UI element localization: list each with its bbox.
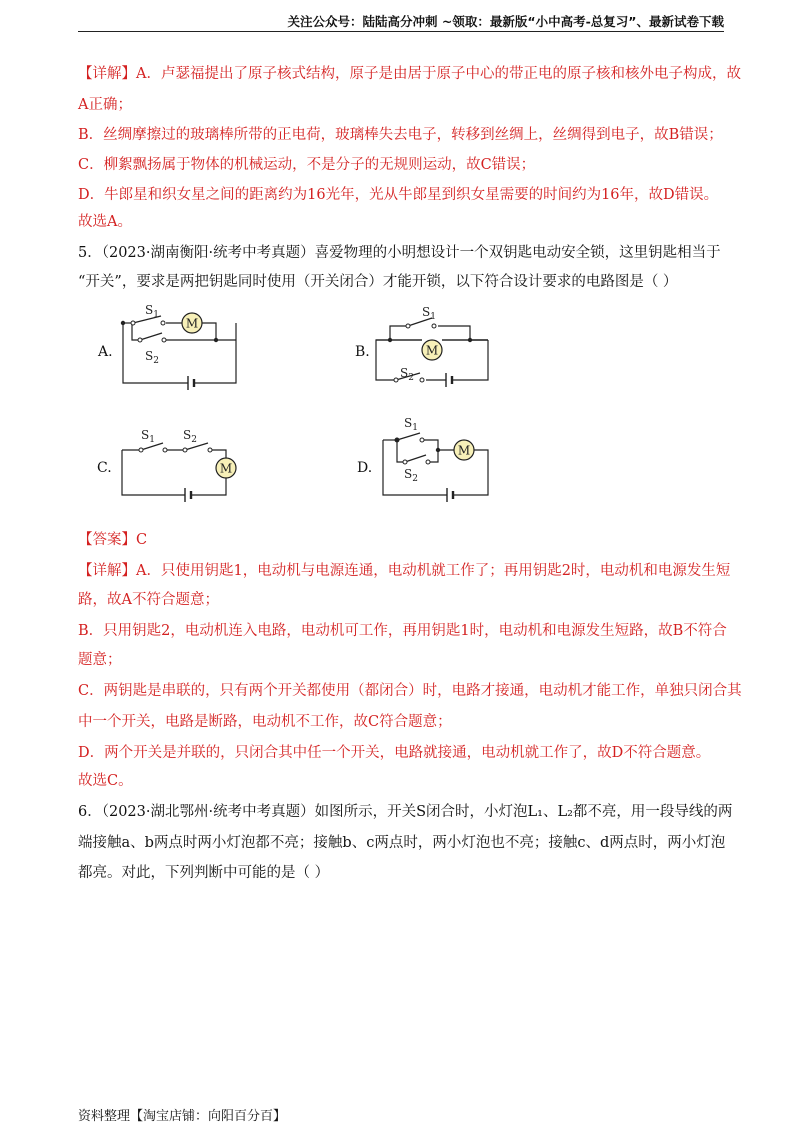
circuit-a-s1: $S_1$ xyxy=(145,303,159,320)
q5-detail-line-7: D．两个开关是并联的，只闭合其中任一个开关，电路就接通，电动机就工作了，故D不符合题意。 xyxy=(78,745,711,761)
motor-c xyxy=(216,458,236,478)
detail-tag: 【详解】 xyxy=(78,66,136,82)
circuit-a xyxy=(123,316,236,390)
option-d-label: D. xyxy=(357,460,373,476)
circuit-d-s2: $S_2$ xyxy=(404,467,418,484)
q5-detail-line-3: B．只用钥匙2，电动机连入电路，电动机可工作，再用钥匙1时，电动机和电源发生短路，故B不符合 xyxy=(78,623,727,639)
option-c-label: C. xyxy=(97,460,112,476)
q5-stem-line-1: 5．（2023·湖南衡阳·统考中考真题）喜爱物理的小明想设计一个双钥匙电动安全锁，这里钥匙相当于 xyxy=(78,245,721,261)
q5-stem-line-2: “开关”，要求是两把钥匙同时使用（开关闭合）才能开锁，以下符合设计要求的电路图是（ ） xyxy=(78,274,678,290)
option-a-label: A. xyxy=(98,344,113,360)
circuit-b-s2: $S_2$ xyxy=(400,366,414,383)
circuit-a-s2: $S_2$ xyxy=(145,349,159,366)
q6-stem-line-1: 6．（2023·湖北鄂州·统考中考真题）如图所示，开关S闭合时，小灯泡L₁、L₂都不亮，用一段导线的两 xyxy=(78,804,733,820)
page-footer: 资料整理【淘宝店铺：向阳百分百】 xyxy=(78,1109,287,1124)
q4-detail-line-4: C．柳絮飘扬属于物体的机械运动，不是分子的无规则运动，故C错误； xyxy=(78,157,536,173)
q5-detail-line-5: C．两钥匙是串联的，只有两个开关都使用（都闭合）时，电路才接通，电动机才能工作，单独只闭合其 xyxy=(78,683,742,699)
answer-line xyxy=(78,530,147,550)
motor-a-label: M xyxy=(185,316,199,331)
motor-a xyxy=(182,313,202,333)
q4-detail-line-6: 故选A。 xyxy=(78,214,132,230)
q5-detail-line-8: 故选C。 xyxy=(78,773,133,789)
motor-b-label: M xyxy=(425,343,439,358)
q5-detail-line-1: 【详解】A．只使用钥匙1，电动机与电源连通，电动机就工作了；再用钥匙2时，电动机和电源发生短 xyxy=(78,563,731,579)
q5-detail-line-2: 路，故A不符合题意； xyxy=(78,592,219,608)
circuit-c-s1: $S_1$ xyxy=(141,428,155,445)
motor-d-label: M xyxy=(457,443,471,458)
q5-detail-line-4: 题意； xyxy=(78,652,122,668)
q4-detail-line-1: 【详解】A．卢瑟福提出了原子核式结构，原子是由居于原子中心的带正电的原子核和核外电子构成，故 xyxy=(78,66,741,82)
circuit-b-s1: $S_1$ xyxy=(422,305,436,322)
circuit-c-s2: $S_2$ xyxy=(183,428,197,445)
detail-tag: 【详解】 xyxy=(78,563,136,579)
motor-c-label: M xyxy=(219,461,233,476)
q4-detail-line-3: B．丝绸摩擦过的玻璃棒所带的正电荷，玻璃棒失去电子，转移到丝绸上，丝绸得到电子，故B错误； xyxy=(78,127,723,143)
option-b-label: B. xyxy=(355,344,370,360)
q6-stem-line-3: 都亮。对此，下列判断中可能的是（ ） xyxy=(78,865,330,881)
answer-value: C xyxy=(136,532,148,548)
q4-detail-line-5: D．牛郎星和织女星之间的距离约为16光年，光从牛郎星到织女星需要的时间约为16年，故D错误。 xyxy=(78,187,719,203)
motor-b xyxy=(422,340,442,360)
q5-detail-line-6: 中一个开关，电路是断路，电动机不工作，故C符合题意； xyxy=(78,714,452,730)
switch-contacts xyxy=(131,321,439,464)
motor-d xyxy=(454,440,474,460)
header-divider xyxy=(78,31,724,32)
answer-tag: 【答案】 xyxy=(78,532,136,548)
circuit-d-s1: $S_1$ xyxy=(404,416,418,433)
header-text: 关注公众号：陆陆高分冲刺 ~领取：最新版“小中高考-总复习”、最新试卷下载 xyxy=(287,14,724,29)
q4-detail-line-2: A正确； xyxy=(78,97,132,113)
q6-stem-line-2: 端接触a、b两点时两小灯泡都不亮；接触b、c两点时，两小灯泡也不亮；接触c、d两点时，两小灯泡 xyxy=(78,835,726,851)
